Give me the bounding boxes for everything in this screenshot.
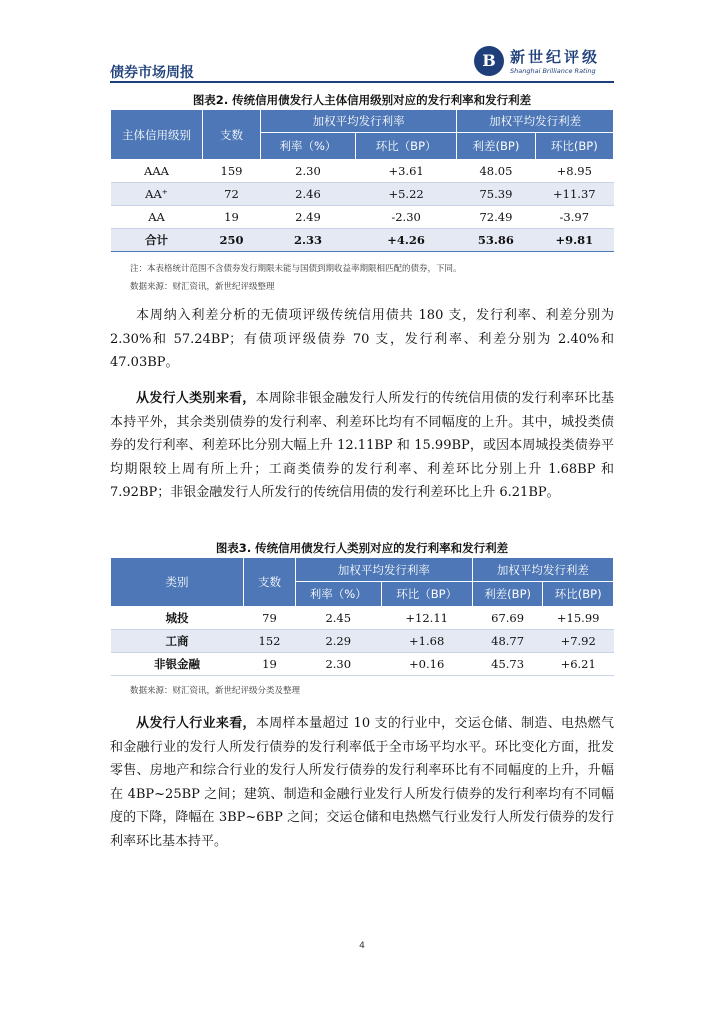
table2-header-rate: 利率（%）: [261, 133, 356, 160]
type-cell: 工商: [111, 630, 244, 653]
count-cell: 152: [244, 630, 296, 653]
table3-header-rate-change: 环比（BP）: [381, 582, 472, 607]
spread-change-cell: +8.95: [535, 160, 613, 183]
table2-grade-rates: [110, 109, 614, 252]
table-row: [111, 630, 614, 653]
table3-header-spread-change: 环比(BP): [543, 582, 614, 607]
rate-change-cell: +3.61: [355, 160, 456, 183]
table3-type-rates: [110, 557, 614, 676]
rate-cell: 2.33: [261, 229, 356, 252]
grade-cell: AA⁺: [111, 183, 203, 206]
spread-change-cell: -3.97: [535, 206, 613, 229]
table2-header-count: 支数: [203, 110, 261, 160]
type-cell: 城投: [111, 607, 244, 630]
logo-chinese-name: 新世纪评级: [510, 48, 601, 66]
table3-header-spread: 利差(BP): [472, 582, 543, 607]
spread-change-cell: +9.81: [535, 229, 613, 252]
rate-cell: 2.30: [261, 160, 356, 183]
spread-cell: 67.69: [472, 607, 543, 630]
table2-caption: 图表2. 传统信用债发行人主体信用级别对应的发行利率和发行利差: [192, 93, 532, 107]
rate-change-cell: +12.11: [381, 607, 472, 630]
count-cell: 72: [203, 183, 261, 206]
count-cell: 159: [203, 160, 261, 183]
rate-change-cell: +0.16: [381, 653, 472, 676]
rate-cell: 2.49: [261, 206, 356, 229]
header-divider: [110, 81, 614, 83]
table2-note: 注：本表格统计范围不含债券发行期限未能与国债到期收益率期限相匹配的债券，下同。: [130, 264, 462, 274]
table3-header-rate-group: 加权平均发行利率: [296, 558, 473, 582]
table3-header-rate: 利率（%）: [296, 582, 382, 607]
paragraph-lead: 从发行人类别来看，: [136, 391, 256, 406]
table-row: [111, 206, 614, 229]
table3-header-type: 类别: [111, 558, 244, 607]
count-cell: 250: [203, 229, 261, 252]
count-cell: 19: [203, 206, 261, 229]
paragraph-issuer-type: [110, 387, 614, 505]
table-total-row: [111, 229, 614, 252]
page-number: 4: [359, 941, 365, 951]
table2-source: 数据来源：财汇资讯，新世纪评级整理: [130, 282, 275, 292]
table-row: [111, 607, 614, 630]
spread-cell: 45.73: [472, 653, 543, 676]
table-row: [111, 653, 614, 676]
table3-header-spread-group: 加权平均发行利差: [472, 558, 613, 582]
spread-cell: 48.05: [457, 160, 535, 183]
paragraph-lead: 从发行人行业来看，: [136, 716, 256, 731]
rate-cell: 2.45: [296, 607, 382, 630]
grade-cell: AA: [111, 206, 203, 229]
rate-cell: 2.29: [296, 630, 382, 653]
spread-change-cell: +7.92: [543, 630, 614, 653]
paragraph-body: 本周样本量超过 10 支的行业中，交运仓储、制造、电热燃气和金融行业的发行人所发行债券的发行利率低于全市场平均水平。环比变化方面，批发零售、房地产和综合行业的发行人所发行债券的发行利率环比有不同幅度的上升，升幅在 4BP~25BP 之间；建筑、制造和金融行业发行人所发行债券的发行利率均有不同幅度的下降，降幅在 3BP~6BP 之间；交运仓储和电热燃气行业发行人所发行债券的发行利率环比基本持平。: [110, 716, 614, 849]
rate-cell: 2.30: [296, 653, 382, 676]
spread-cell: 72.49: [457, 206, 535, 229]
spread-change-cell: +15.99: [543, 607, 614, 630]
table-row: [111, 183, 614, 206]
paragraph-industry: [110, 712, 614, 853]
spread-change-cell: +6.21: [543, 653, 614, 676]
count-cell: 19: [244, 653, 296, 676]
table-row: [111, 160, 614, 183]
type-cell: 非银金融: [111, 653, 244, 676]
table2-header-spread-group: 加权平均发行利差: [457, 110, 614, 133]
spread-cell: 75.39: [457, 183, 535, 206]
spread-change-cell: +11.37: [535, 183, 613, 206]
spread-cell: 53.86: [457, 229, 535, 252]
table2-header-rate-group: 加权平均发行利率: [261, 110, 457, 133]
count-cell: 79: [244, 607, 296, 630]
grade-cell: AAA: [111, 160, 203, 183]
table3-header-count: 支数: [244, 558, 296, 607]
table2-header-rate-change: 环比（BP）: [355, 133, 456, 160]
rate-change-cell: +1.68: [381, 630, 472, 653]
rate-cell: 2.46: [261, 183, 356, 206]
table2-header-grade: 主体信用级别: [111, 110, 203, 160]
report-title: 债券市场周报: [110, 65, 194, 81]
rate-change-cell: +5.22: [355, 183, 456, 206]
paragraph-unrated-bonds: 本周纳入利差分析的无债项评级传统信用债共 180 支，发行利率、利差分别为 2.30%和 57.24BP；有债项评级债券 70 支，发行利率、利差分别为 2.40%和 47.03BP。: [110, 308, 614, 370]
logo-english-name: Shanghai Brilliance Rating: [510, 67, 596, 75]
rate-change-cell: -2.30: [355, 206, 456, 229]
paragraph-body: 本周除非银金融发行人所发行的传统信用债的发行利率环比基本持平外，其余类别债券的发行利率、利差环比均有不同幅度的上升。其中，城投类债券的发行利率、利差环比分别大幅上升 12.11BP 和 15.99BP，或因本周城投类债券平均期限较上周有所上升；工商类债券的发行利率、利差环比分别上升 1.68BP 和 7.92BP；非银金融发行人所发行的传统信用债的发行利差环比上升 6.21BP。: [110, 391, 614, 500]
table3-source: 数据来源：财汇资讯，新世纪评级分类及整理: [130, 686, 301, 696]
rate-change-cell: +4.26: [355, 229, 456, 252]
table2-header-spread-change: 环比(BP): [535, 133, 613, 160]
table2-header-spread: 利差(BP): [457, 133, 535, 160]
brand-logo: [474, 42, 614, 78]
page-header: [110, 40, 614, 80]
spread-cell: 48.77: [472, 630, 543, 653]
logo-mark-icon: B: [474, 46, 504, 76]
grade-cell: 合计: [111, 229, 203, 252]
table3-caption: 图表3. 传统信用债发行人类别对应的发行利率和发行利差: [215, 541, 509, 555]
